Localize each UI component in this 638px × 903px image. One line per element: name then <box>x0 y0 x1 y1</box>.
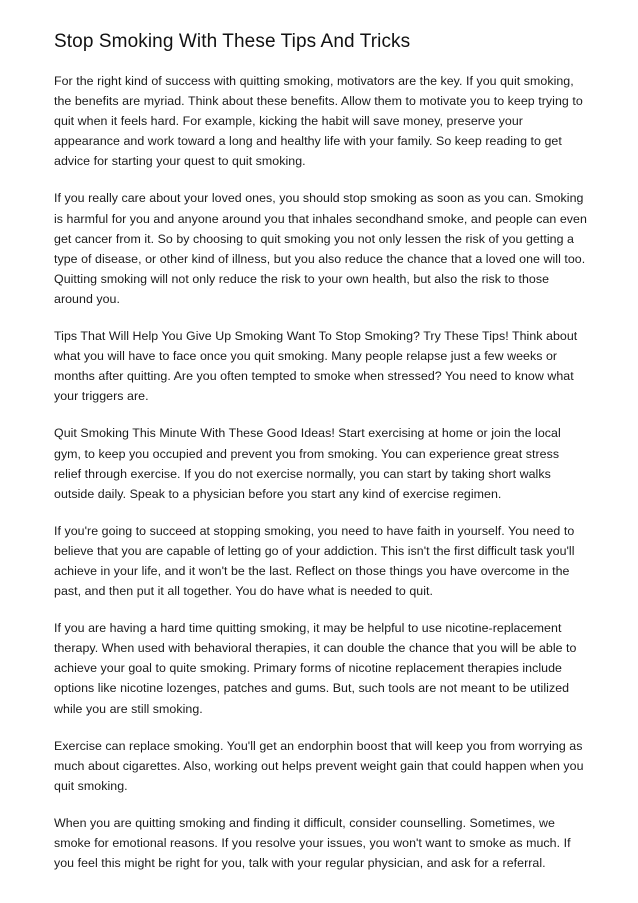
document-title: Stop Smoking With These Tips And Tricks <box>54 31 411 52</box>
paragraph: When you are quitting smoking and finding it difficult, consider counselling. Sometimes, we smoke for emotional reasons. If you resolve your issues, you won't want to smoke as much. If you feel this might be right for you, talk with your regular physician, and ask for a referral. <box>54 815 571 871</box>
paragraph: Exercise can replace smoking. You'll get an endorphin boost that will keep you from worrying as much about cigarettes. Also, working out helps prevent weight gain that could happen when you quit smoking. <box>54 738 584 793</box>
paragraph: For the right kind of success with quitting smoking, motivators are the key. If you quit smoking, the benefits are myriad. Think about these benefits. Allow them to motivate you to keep trying to quit when it feels hard. For example, kicking the habit will save money, preserve your appearance and work toward a long and healthy life with your family. So keep reading to get advice for starting your quest to quit smoking. <box>54 74 583 169</box>
paragraph: If you're going to succeed at stopping smoking, you need to have faith in yourself. You need to believe that you are capable of letting go of your addiction. This isn't the first difficult task you'll achieve in your life, and it won't be the last. Reflect on those things you have overcome in the past, and then put it all together. You do have what is needed to quit. <box>54 523 575 599</box>
paragraph: If you are having a hard time quitting smoking, it may be helpful to use nicotine-replacement therapy. When used with behavioral therapies, it can double the chance that you will be able to achieve your goal to quite smoking. Primary forms of nicotine replacement therapies include options like nicotine lozenges, patches and gums. But, such tools are not meant to be utilized while you are still smoking. <box>54 621 577 716</box>
paragraph: Quit Smoking This Minute With These Good Ideas! Start exercising at home or join the local gym, to keep you occupied and prevent you from smoking. You can experience great stress relief through exercise. If you do not exercise normally, you can start by taking short walks outside daily. Speak to a physician before you start any kind of exercise regimen. <box>54 426 561 501</box>
paragraph: Tips That Will Help You Give Up Smoking Want To Stop Smoking? Try These Tips! Think about what you will have to face once you quit smoking. Many people relapse just a few weeks or months after quitting. Are you often tempted to smoke when stressed? You need to know what your triggers are. <box>54 329 578 404</box>
paragraph: If you really care about your loved ones, you should stop smoking as soon as you can. Smoking is harmful for you and anyone around you that inhales secondhand smoke, and people can even get cancer from it. So by choosing to quit smoking you not only lessen the risk of you getting a type of disease, or other kind of illness, but you also reduce the chance that a loved one will too. Quitting smoking will not only reduce the risk to your own health, but also the risk to those around you. <box>54 191 587 306</box>
